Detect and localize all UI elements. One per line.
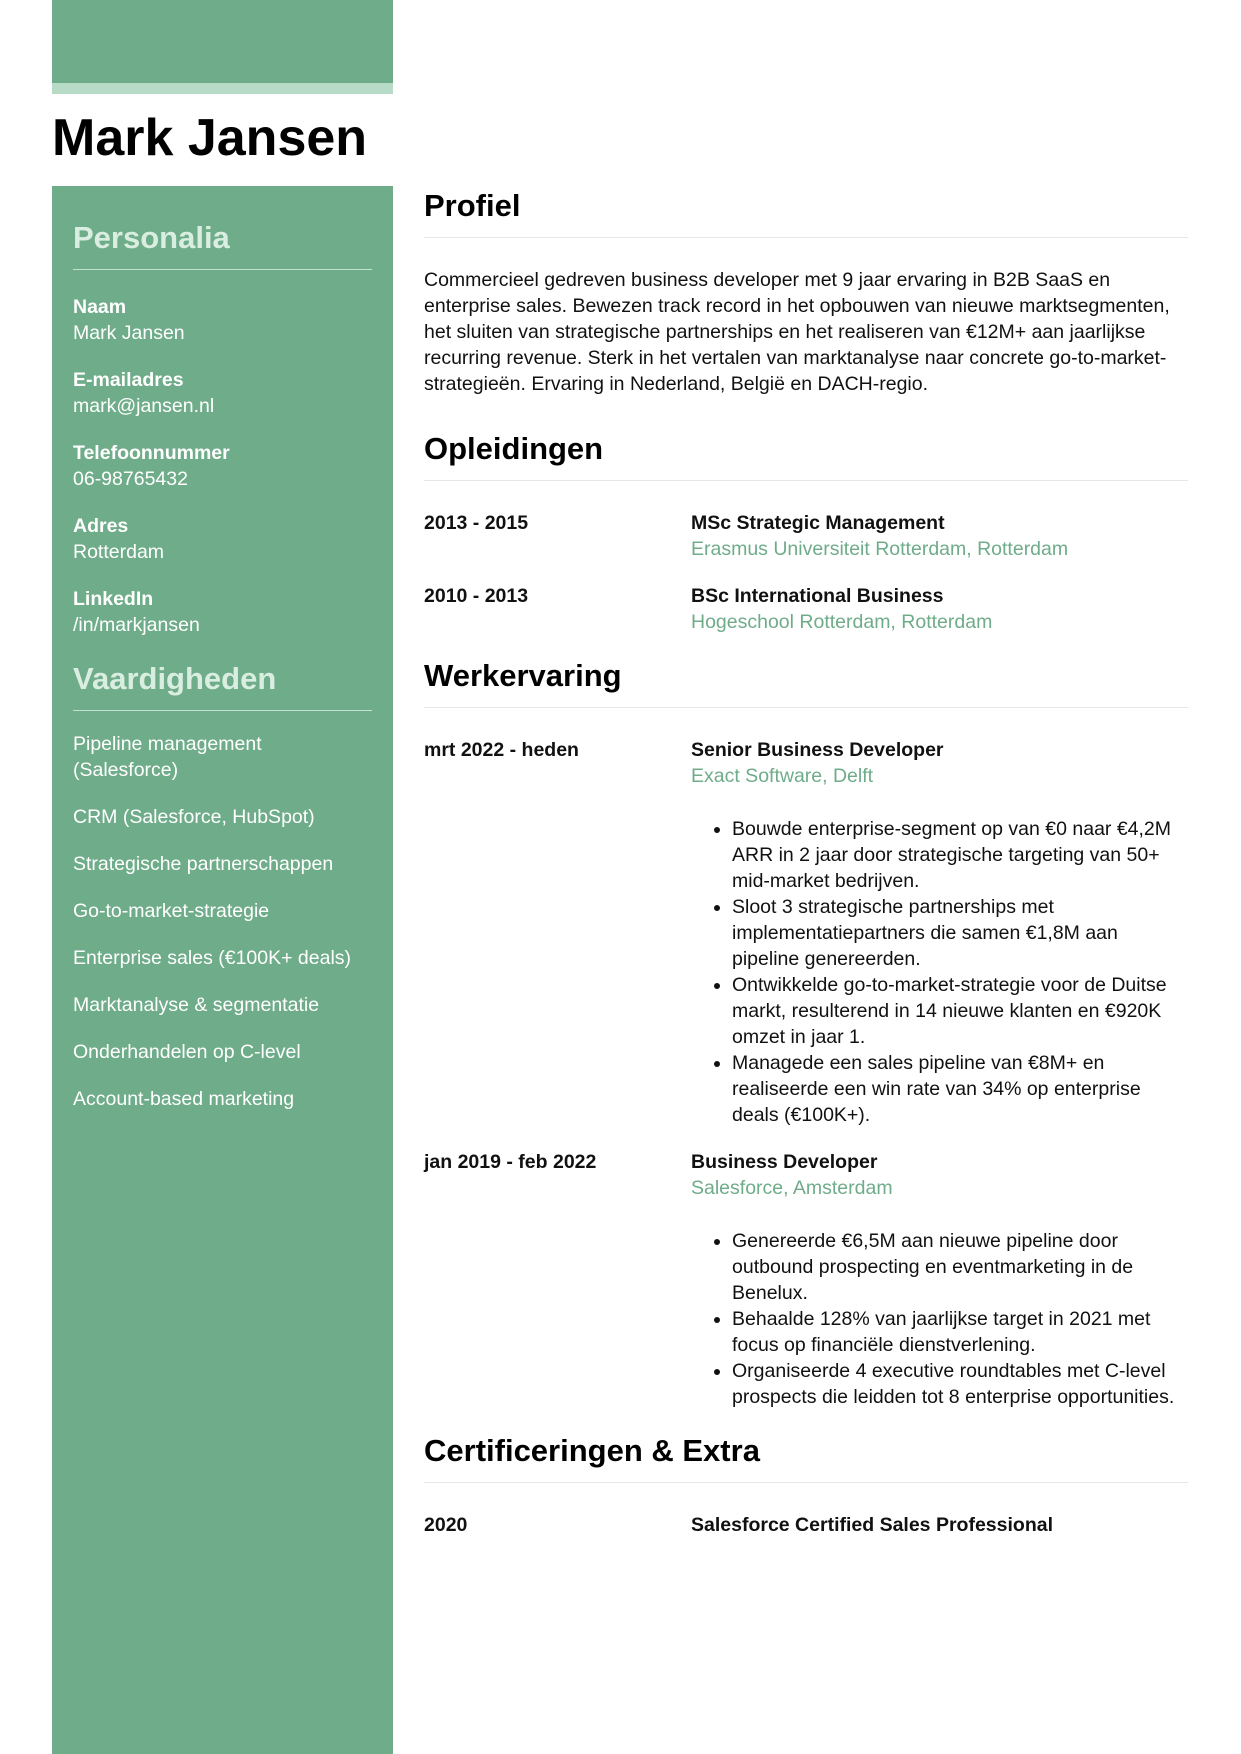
personal-label: Telefoonnummer — [73, 442, 230, 464]
skills-list — [73, 731, 372, 1112]
experience-entry — [424, 737, 1188, 1128]
achievement-item: • Genereerde €6,5M aan nieuwe pipeline door outbound prospecting en eventmarketing in de Benelux. — [732, 1228, 1188, 1306]
entry-date: 2013 - 2015 — [424, 512, 529, 534]
skill-item: CRM (Salesforce, HubSpot) — [73, 806, 315, 828]
education-title: Opleidingen — [424, 431, 604, 466]
skill-item: Enterprise sales (€100K+ deals) — [73, 947, 352, 969]
profile-title: Profiel — [424, 188, 521, 223]
skill-item: Pipeline management (Salesforce) — [73, 733, 262, 781]
candidate-name: Mark Jansen — [52, 109, 368, 167]
experience-section — [424, 656, 1188, 1410]
skill-item: Strategische partnerschappen — [73, 853, 334, 875]
skill-item: Onderhandelen op C-level — [73, 1041, 301, 1063]
personal-value: Mark Jansen — [73, 322, 185, 344]
divider — [424, 237, 1188, 238]
entry-company: Exact Software, Delft — [691, 765, 874, 787]
divider — [424, 480, 1188, 481]
divider — [424, 1482, 1188, 1483]
entry-institution: Hogeschool Rotterdam, Rotterdam — [691, 611, 993, 633]
entry-institution: Erasmus Universiteit Rotterdam, Rotterdam — [691, 538, 1069, 560]
entry-title: BSc International Business — [691, 585, 944, 607]
entry-company: Salesforce, Amsterdam — [691, 1177, 893, 1199]
divider — [73, 710, 372, 711]
profile-section — [424, 186, 1188, 397]
skill-item: Marktanalyse & segmentatie — [73, 994, 320, 1016]
entry-date: jan 2019 - feb 2022 — [424, 1151, 597, 1173]
certifications-title: Certificeringen & Extra — [424, 1433, 760, 1468]
divider — [424, 707, 1188, 708]
header-color-block — [52, 0, 393, 83]
personal-item-email — [73, 367, 372, 419]
certification-entry — [424, 1512, 1188, 1538]
entry-date: 2010 - 2013 — [424, 585, 529, 607]
personal-section-title: Personalia — [73, 220, 230, 255]
profile-text: Commercieel gedreven business developer met 9 jaar ervaring in B2B SaaS en enterprise sales. Bewezen track record in het opbouwen van nieuwe marktsegmenten, het sluiten van strategische partnerships en het realiseren van €12M+ aan jaarlijkse recurring revenue. Sterk in het vertalen van marktanalyse naar concrete go-to-market-strategieën. Ervaring in Nederland, België en DACH-regio. — [424, 269, 1170, 395]
skill-item: Go-to-market-strategie — [73, 900, 270, 922]
achievement-item: • Ontwikkelde go-to-market-strategie voor de Duitse markt, resulterend in 14 nieuwe klanten en €920K omzet in jaar 1. — [732, 972, 1188, 1050]
personal-item-linkedin — [73, 586, 372, 638]
entry-date: 2020 — [424, 1514, 468, 1536]
achievement-list — [691, 816, 1188, 1128]
sidebar — [52, 186, 393, 1754]
personal-value: /in/markjansen — [73, 614, 200, 636]
personal-item-address — [73, 513, 372, 565]
entry-title: Business Developer — [691, 1151, 878, 1173]
skills-section-title: Vaardigheden — [73, 661, 277, 696]
header-accent-stripe — [52, 83, 393, 94]
main-content — [424, 186, 1188, 1559]
entry-title: Senior Business Developer — [691, 739, 944, 761]
personal-label: Adres — [73, 515, 129, 537]
entry-date: mrt 2022 - heden — [424, 739, 579, 761]
personal-value: mark@jansen.nl — [73, 395, 215, 417]
personal-label: E-mailadres — [73, 369, 184, 391]
experience-title: Werkervaring — [424, 658, 622, 693]
achievement-list — [691, 1228, 1188, 1410]
personal-value: Rotterdam — [73, 541, 165, 563]
personal-label: Naam — [73, 296, 127, 318]
achievement-item: • Managede een sales pipeline van €8M+ en realiseerde een win rate van 34% op enterprise deals (€100K+). — [732, 1050, 1188, 1128]
personal-value: 06-98765432 — [73, 468, 188, 490]
entry-title: MSc Strategic Management — [691, 512, 945, 534]
education-entry — [424, 583, 1188, 635]
personal-label: LinkedIn — [73, 588, 154, 610]
divider — [73, 269, 372, 270]
achievement-item: • Organiseerde 4 executive roundtables met C-level prospects die leidden tot 8 enterprise opportunities. — [732, 1358, 1188, 1410]
certifications-section — [424, 1431, 1188, 1538]
skill-item: Account-based marketing — [73, 1088, 295, 1110]
entry-title: Salesforce Certified Sales Professional — [691, 1514, 1053, 1536]
personal-item-name — [73, 294, 372, 346]
achievement-item: • Bouwde enterprise-segment op van €0 naar €4,2M ARR in 2 jaar door strategische targeting van 50+ mid-market bedrijven. — [732, 816, 1188, 894]
personal-item-phone — [73, 440, 372, 492]
achievement-item: • Sloot 3 strategische partnerships met implementatiepartners die samen €1,8M aan pipeline genereerden. — [732, 894, 1188, 972]
education-entry — [424, 510, 1188, 562]
achievement-item: • Behaalde 128% van jaarlijkse target in 2021 met focus op financiële dienstverlening. — [732, 1306, 1188, 1358]
experience-entry — [424, 1149, 1188, 1410]
personal-details — [73, 294, 372, 638]
education-section — [424, 429, 1188, 635]
